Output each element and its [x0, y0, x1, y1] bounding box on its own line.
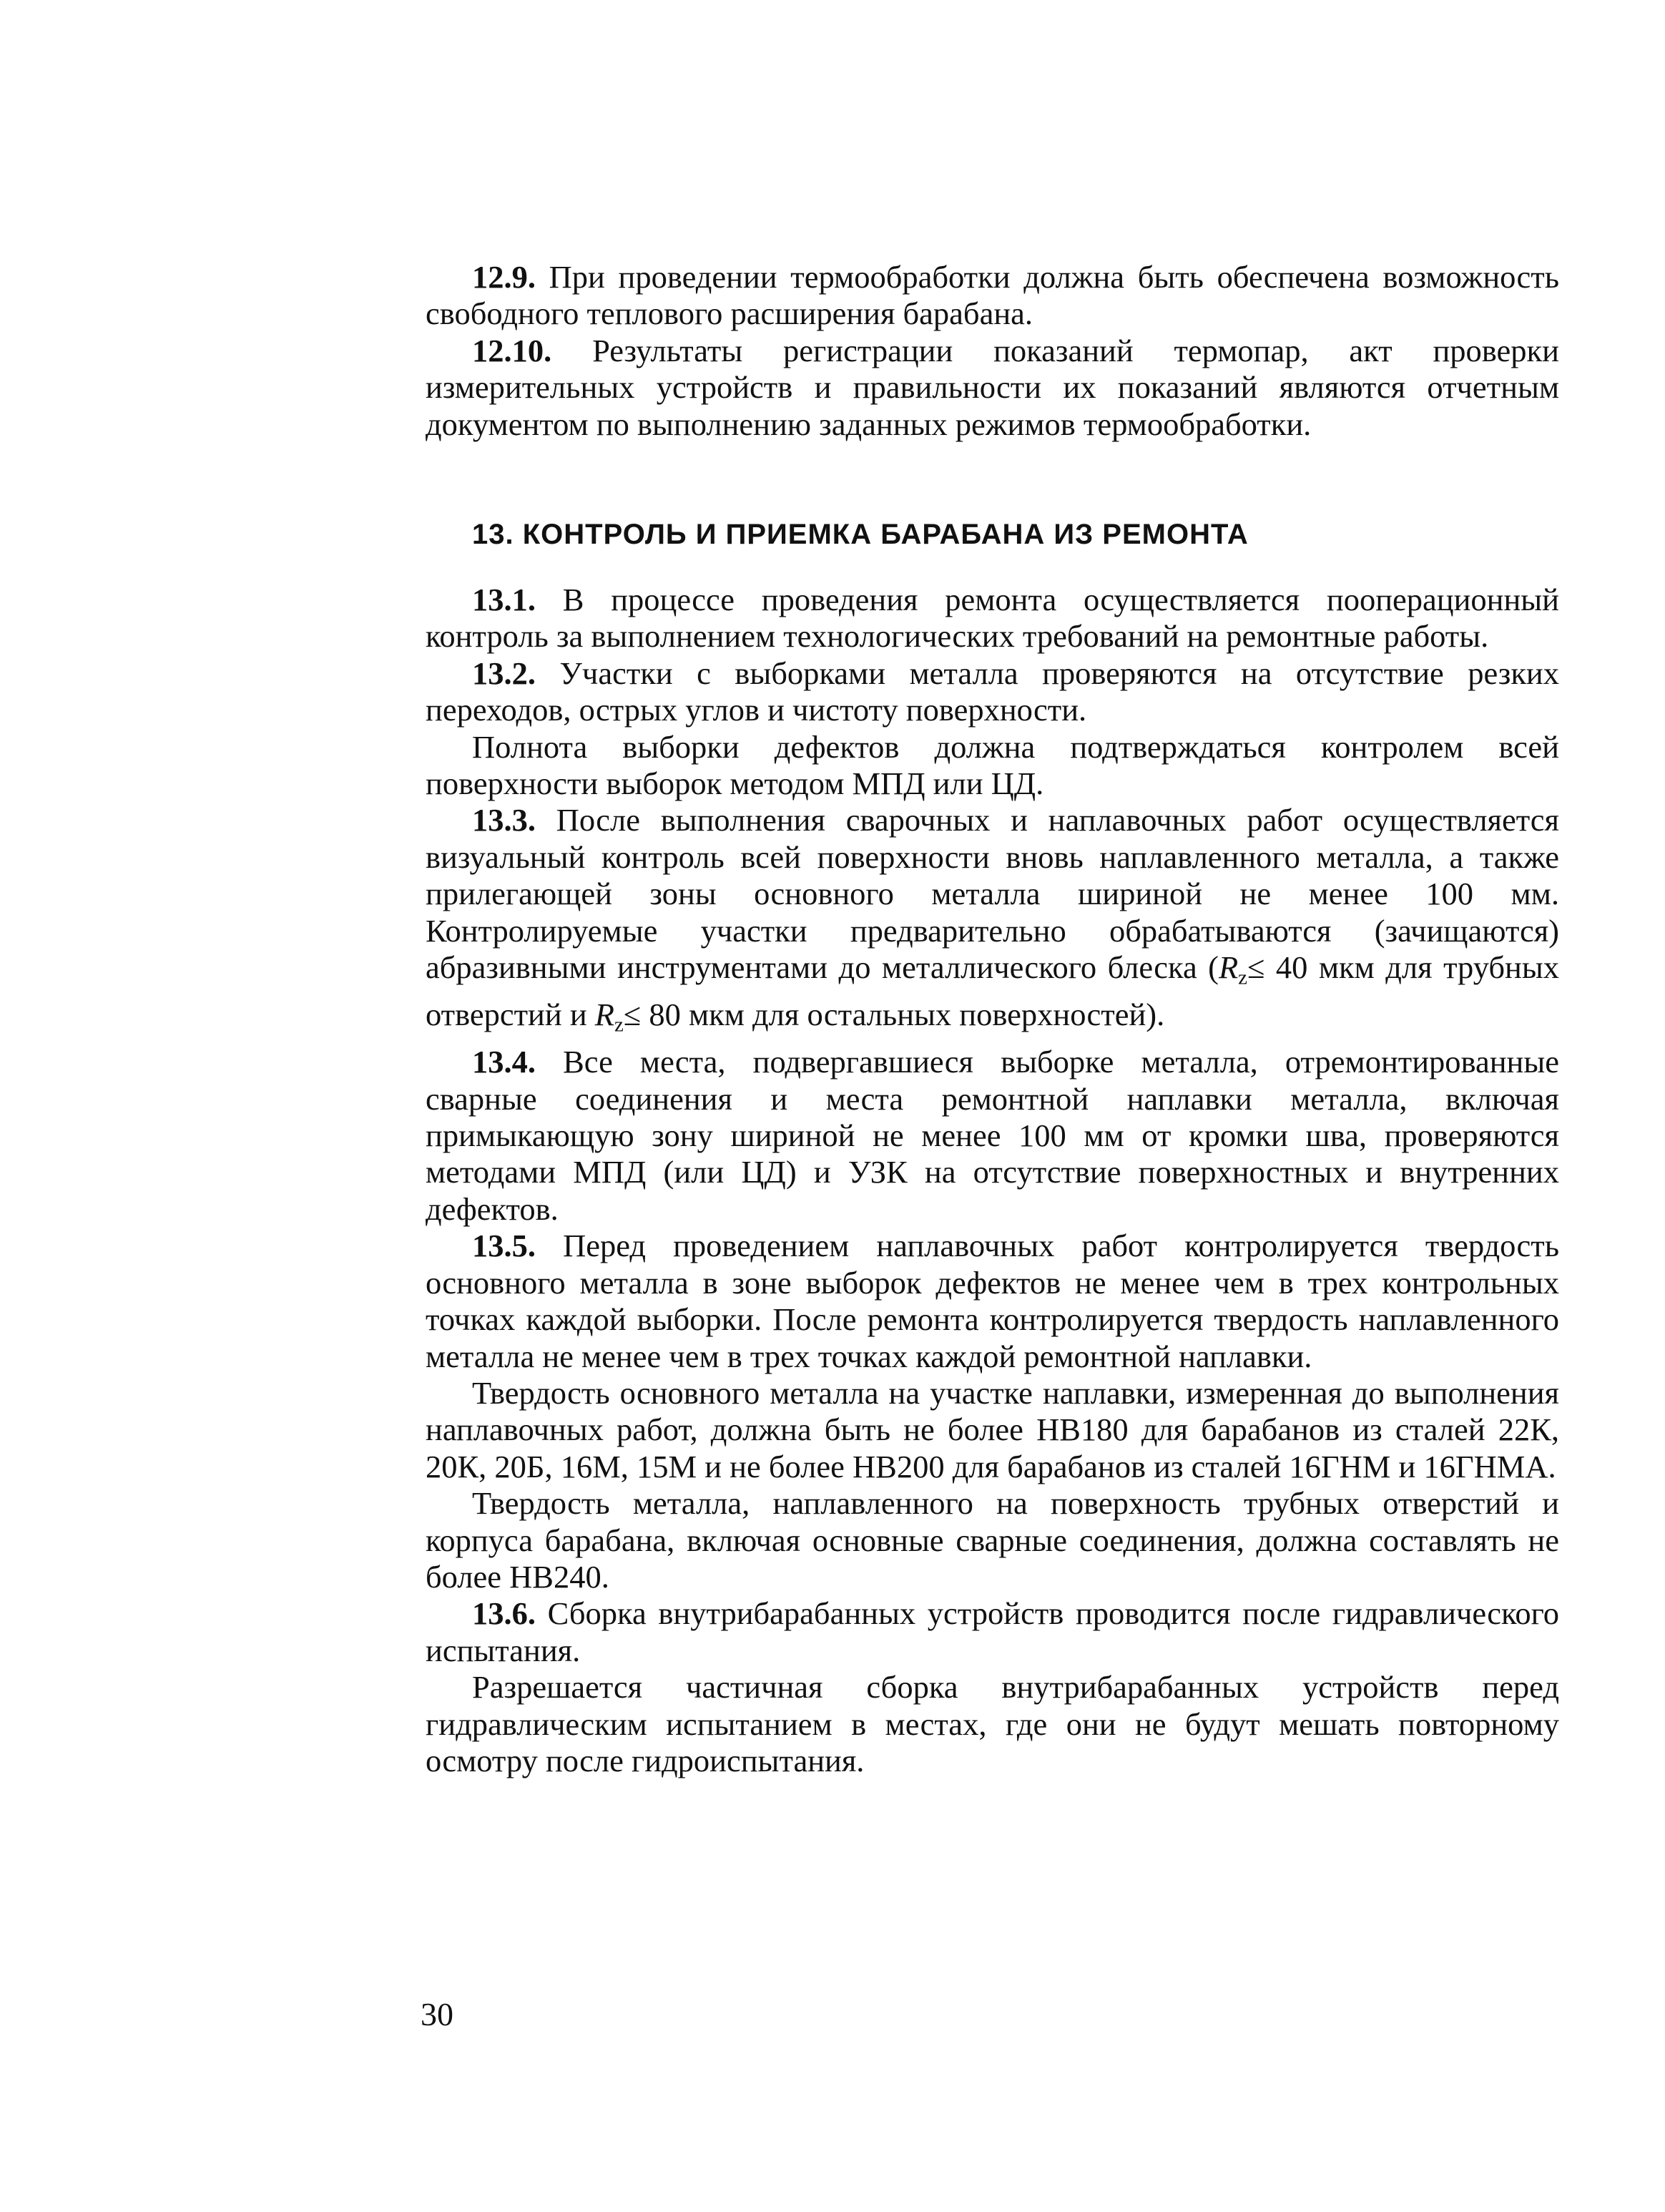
clause-number: 13.2.	[472, 655, 536, 691]
clause-text: Участки с выборками металла проверяются на отсутствие резких переходов, острых углов и чистоту поверхности.	[426, 655, 1559, 728]
paragraph-13-2-continued: Полнота выборки дефектов должна подтверждаться контролем всей поверхности выборок методом МПД или ЦД.	[426, 728, 1559, 802]
clause-text: Сборка внутрибарабанных устройств проводится после гидравлического испытания.	[426, 1595, 1559, 1668]
clause-text: Перед проведением наплавочных работ контролируется твердость основного металла в зоне выборок дефектов не менее чем в трех контрольных точках каждой выборки. После ремонта контролируется твердость наплавленного металла не менее чем в трех точках каждой ремонтной наплавки.	[426, 1228, 1559, 1374]
roughness-letter: R	[1218, 949, 1239, 986]
clause-text: ≤ 40 мкм для трубных отверстий и	[426, 949, 1559, 1033]
clause-number: 12.10.	[472, 332, 552, 368]
paragraph-13-2	[426, 655, 1559, 729]
paragraph-13-5-hardness-base: Твердость основного металла на участке наплавки, измеренная до выполнения наплавочных работ, должна быть не более НВ180 для барабанов из сталей 22К, 20К, 20Б, 16М, 15М и не более НВ200 для барабанов из сталей 16ГНМ и 16ГНМА.	[426, 1374, 1559, 1484]
clause-number: 12.9.	[472, 259, 536, 295]
clause-number: 13.5.	[472, 1228, 536, 1264]
clause-text: При проведении термообработки должна быть обеспечена возможность свободного теплового расширения барабана.	[426, 259, 1559, 332]
paragraph-13-4	[426, 1044, 1559, 1228]
roughness-symbol	[594, 997, 624, 1037]
clause-text: После выполнения сварочных и наплавочных работ осуществляется визуальный контроль всей поверхности вновь наплавленного металла, а также прилегающей зоны основного металла шириной не менее 100 мм. Контролируемые участки предварительно обрабатываются (зачищаются) абразивными инструментами до металлического блеска (	[426, 802, 1559, 986]
clause-number: 13.6.	[472, 1595, 536, 1632]
clause-number: 13.1.	[472, 582, 536, 618]
clause-number: 13.3.	[472, 802, 536, 838]
paragraph-13-5	[426, 1228, 1559, 1375]
roughness-subscript: z	[1238, 966, 1248, 989]
roughness-symbol	[1218, 949, 1248, 989]
clause-text: Результаты регистрации показаний термопар, акт проверки измерительных устройств и правильности их показаний являются отчетным документом по выполнению заданных режимов термообработки.	[426, 332, 1559, 442]
paragraph-12-10	[426, 333, 1559, 443]
clause-text: Все места, подвергавшиеся выборке металла, отремонтированные сварные соединения и места ремонтной наплавки металла, включая примыкающую зону шириной не менее 100 мм от кромки шва, проверяются методами МПД (или ЦД) и УЗК на отсутствие поверхностных и внутренних дефектов.	[426, 1044, 1559, 1227]
roughness-subscript: z	[614, 1013, 624, 1037]
clause-text: В процессе проведения ремонта осуществляется пооперационный контроль за выполнением технологических требований на ремонтные работы.	[426, 582, 1559, 655]
paragraph-12-9	[426, 259, 1559, 333]
page-content	[426, 259, 1559, 1779]
paragraph-13-6	[426, 1595, 1559, 1669]
clause-text: ≤ 80 мкм для остальных поверхностей).	[623, 997, 1165, 1033]
section-heading: 13. КОНТРОЛЬ И ПРИЕМКА БАРАБАНА ИЗ РЕМОНТА	[472, 519, 1249, 551]
paragraph-13-5-hardness-weld: Твердость металла, наплавленного на поверхность трубных отверстий и корпуса барабана, включая основные сварные соединения, должна составлять не более НВ240.	[426, 1485, 1559, 1595]
clause-number: 13.4.	[472, 1044, 536, 1080]
paragraph-13-6-continued: Разрешается частичная сборка внутрибарабанных устройств перед гидравлическим испытанием в местах, где они не будут мешать повторному осмотру после гидроиспытания.	[426, 1669, 1559, 1778]
paragraph-13-3	[426, 802, 1559, 1044]
paragraph-13-1	[426, 582, 1559, 655]
page-number: 30	[421, 1996, 453, 2032]
roughness-letter: R	[594, 997, 614, 1033]
